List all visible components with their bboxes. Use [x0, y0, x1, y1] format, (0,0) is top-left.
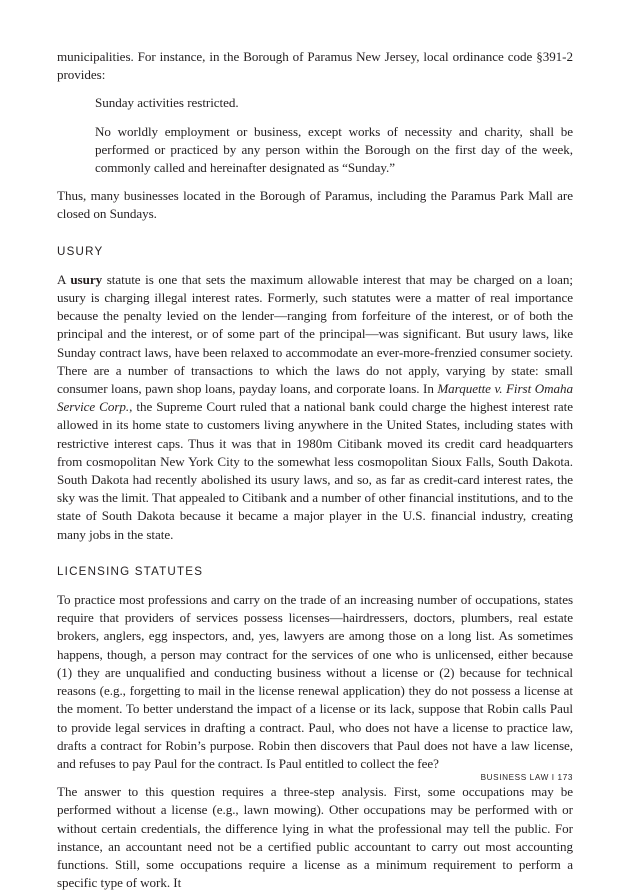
heading-usury: USURY [57, 244, 104, 258]
paragraph-paramus: Thus, many businesses located in the Borough of Paramus, including the Paramus Park Mall are closed on Sundays. [57, 188, 573, 222]
paragraph-licensing-2: The answer to this question requires a three-step analysis. First, some occupations may be performed without a license (e.g., lawn mowing). Other occupations may be performed with or without certain credentials, the difference lying in what the professional may tell the public. For instance, an accountant need not be a certified public accountant to carry out most accounting functions. Still, some occupations require a license as a minimum requirement to perform a specific type of work. It [57, 784, 573, 891]
heading-licensing-statutes: LICENSING STATUTES [57, 564, 204, 578]
case-name: Marquette v. First Omaha Service Corp. [57, 381, 573, 415]
page-body [57, 48, 573, 892]
paragraph-licensing-1: To practice most professions and carry on the trade of an increasing number of occupations, states require that providers of services possess licenses—hairdressers, doctors, plumbers, real estate brokers, anglers, egg inspectors, and, yes, lawyers are among those on a long list. As sometimes happens, though, a person may contract for the services of one who is unlicensed, either because (1) they are unqualified and conducting business without a license or (2) because for technical reasons (e.g., forgetting to mail in the license renewal application) they do not possess a license at the moment. To better understand the impact of a license or its lack, suppose that Robin calls Paul to provide legal services in drafting a contract. Paul, who does not have a license to practice law, drafts a contract for Robin’s purpose. Robin then discovers that Paul does not have a law license, and refuses to pay Paul for the contract. Is Paul entitled to collect the fee? [57, 592, 573, 771]
page-footer: BUSINESS LAW I 173 [480, 773, 573, 782]
usury-term: usury [70, 271, 103, 287]
paragraph-intro: municipalities. For instance, in the Borough of Paramus New Jersey, local ordinance code §391-2 provides: [57, 49, 573, 83]
usury-text-after-case: , the Supreme Court ruled that a national bank could charge the highest interest rate allowed in its home state to customers living anywhere in the United States, including states with restrictive interest caps. Thus it was that in 1980m Citibank moved its credit card headquarters from cosmopolitan New York City to the somewhat less cosmopolitan Sioux Falls, South Dakota. South Dakota had recently abolished its usury laws, and so, as far as credit-card interest rates, the sky was the limit. That appealed to Citibank and a number of other financial institutions, and to the state of South Dakota because it became a major player in the U.S. financial industry, creating many jobs in the state. [57, 399, 573, 542]
usury-text-before-case: statute is one that sets the maximum allowable interest that may be charged on a loan; usury is charging illegal interest rates. Formerly, such statutes were a matter of real importance because the penalty levied on the lender—ranging from forfeiture of the interest, or of both the principal and the interest, or of some part of the principal—was significant. But usury laws, like Sunday contract laws, have been relaxed to accommodate an ever-more-frenzied consumer society. There are a number of transactions to which the laws do not apply, varying by state: small consumer loans, pawn shop loans, payday loans, and corporate loans. In [57, 271, 573, 397]
paragraph-usury [57, 271, 573, 544]
block-quote-text: No worldly employment or business, except works of necessity and charity, shall be performed or practiced by any person within the Borough on the first day of the week, commonly called and hereinafter designated as “Sunday.” [95, 123, 573, 176]
block-quote-title: Sunday activities restricted. [95, 95, 239, 111]
usury-lead: A [57, 271, 71, 287]
